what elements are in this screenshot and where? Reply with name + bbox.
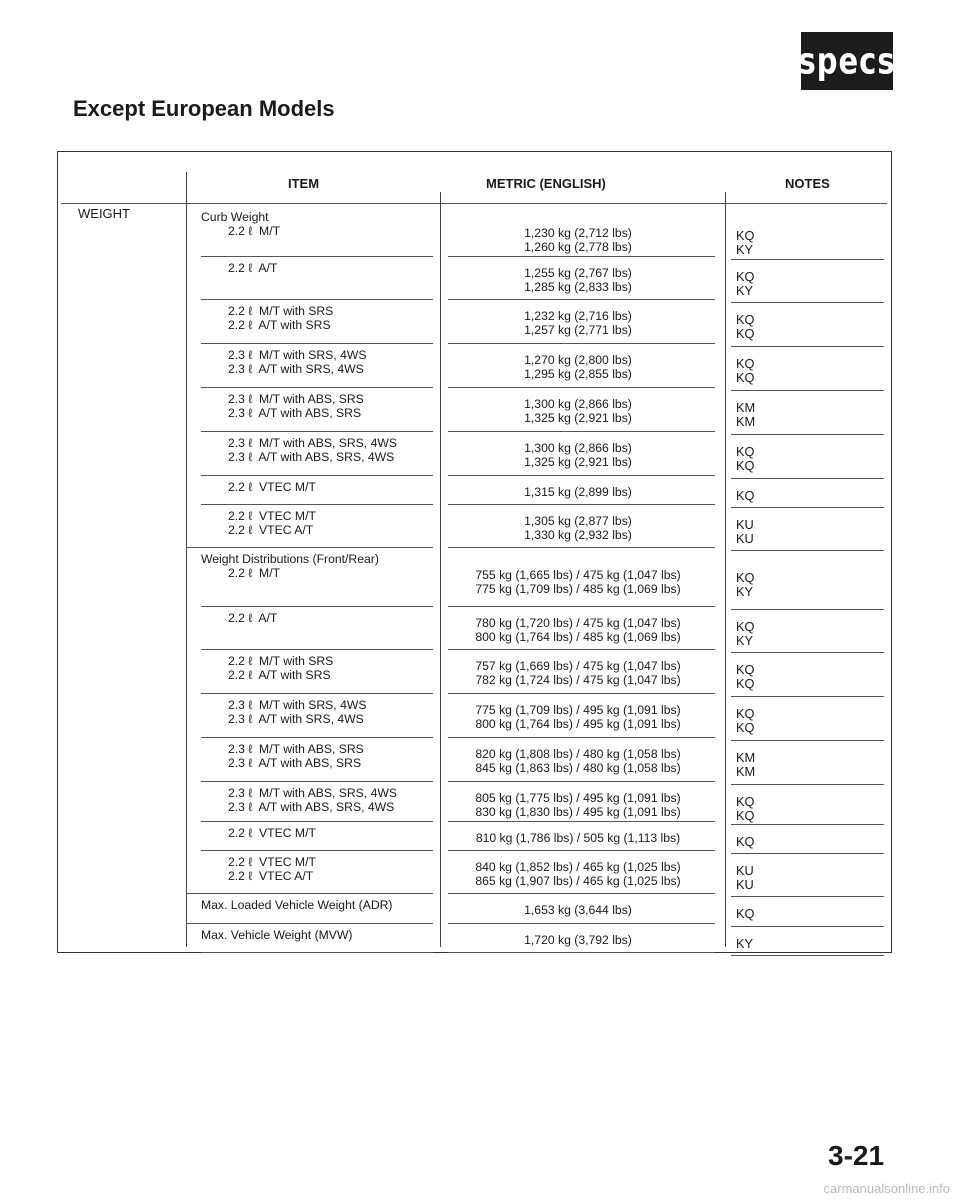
metric-value: 805 kg (1,775 lbs) / 495 kg (1,091 lbs)	[475, 791, 681, 805]
row-item-text: 2.2 ℓ VTEC A/T	[228, 522, 314, 537]
row-notes	[736, 751, 755, 778]
row-rule-notes	[731, 478, 884, 479]
note-code: KQ	[736, 356, 755, 371]
category-label: WEIGHT	[78, 206, 130, 221]
row-metric	[443, 748, 713, 775]
row-metric	[443, 832, 713, 846]
row-item-text: 2.3 ℓ M/T with ABS, SRS	[228, 742, 364, 756]
metric-value: 782 kg (1,724 lbs) / 475 kg (1,047 lbs)	[475, 672, 681, 687]
row-notes	[736, 489, 755, 503]
metric-value: 1,300 kg (2,866 lbs)	[524, 441, 632, 455]
row-item	[201, 856, 316, 883]
note-code: KQ	[736, 457, 755, 473]
row-rule-metric	[448, 343, 715, 344]
footer-watermark: carmanualsonline.info	[823, 1181, 950, 1196]
row-metric	[443, 569, 713, 596]
note-code: KQ	[736, 794, 755, 809]
row-rule-notes	[731, 550, 884, 551]
row-rule-item	[201, 693, 433, 694]
row-metric	[443, 904, 713, 918]
row-item-text: 2.2 ℓ A/T with SRS	[228, 317, 331, 332]
metric-value: 840 kg (1,852 lbs) / 465 kg (1,025 lbs)	[475, 860, 681, 874]
row-notes	[736, 313, 755, 340]
metric-value: 845 kg (1,863 lbs) / 480 kg (1,058 lbs)	[475, 760, 681, 775]
row-rule-item	[201, 737, 433, 738]
note-code: KQ	[736, 312, 755, 327]
row-header-text: Weight Distributions (Front/Rear)	[201, 552, 379, 566]
row-item	[201, 393, 364, 420]
row-rule-notes	[731, 853, 884, 854]
note-code: KM	[736, 750, 756, 765]
row-rule-notes	[731, 740, 884, 741]
row-item	[201, 612, 277, 626]
row-item	[201, 655, 333, 682]
row-metric	[443, 704, 713, 731]
note-code: KY	[736, 282, 754, 298]
row-notes	[736, 270, 755, 297]
metric-value: 1,330 kg (2,932 lbs)	[524, 527, 632, 542]
row-item	[201, 899, 392, 913]
column-header-metric: METRIC (ENGLISH)	[486, 176, 606, 191]
note-code: KQ	[736, 488, 755, 503]
row-rule-metric	[448, 387, 715, 388]
row-rule-notes	[731, 955, 884, 956]
specs-badge	[798, 32, 896, 90]
row-notes	[736, 401, 755, 428]
row-rule-metric	[448, 952, 715, 953]
row-metric	[443, 861, 713, 888]
metric-value: 800 kg (1,764 lbs) / 485 kg (1,069 lbs)	[475, 629, 681, 644]
metric-value: 1,315 kg (2,899 lbs)	[524, 485, 632, 499]
note-code: KQ	[736, 807, 755, 823]
row-notes	[736, 229, 755, 256]
row-rule-item	[187, 893, 433, 894]
row-rule-notes	[731, 784, 884, 785]
row-rule-item	[187, 923, 433, 924]
row-rule-metric	[448, 821, 715, 822]
row-rule-metric	[448, 256, 715, 257]
row-rule-notes	[731, 609, 884, 610]
note-code: KU	[736, 517, 754, 532]
note-code: KY	[736, 241, 754, 257]
note-code: KU	[736, 876, 754, 892]
row-metric	[443, 486, 713, 500]
row-item-text: 2.2 ℓ M/T	[228, 565, 281, 580]
metric-value: 1,257 kg (2,771 lbs)	[524, 322, 632, 337]
row-notes	[736, 707, 755, 734]
row-item	[201, 437, 397, 464]
metric-value: 755 kg (1,665 lbs) / 475 kg (1,047 lbs)	[475, 568, 681, 582]
metric-value: 1,260 kg (2,778 lbs)	[524, 239, 632, 254]
row-notes	[736, 795, 755, 822]
row-rule-item	[201, 781, 433, 782]
row-item	[201, 262, 277, 276]
row-notes	[736, 937, 753, 951]
row-rule-notes	[731, 926, 884, 927]
row-metric	[443, 398, 713, 425]
row-rule-notes	[731, 259, 884, 260]
row-header-text: Max. Vehicle Weight (MVW)	[201, 928, 353, 942]
note-code: KM	[736, 763, 756, 779]
row-rule-metric	[448, 606, 715, 607]
row-item-text: 2.2 ℓ A/T with SRS	[228, 667, 331, 682]
row-rule-item	[201, 952, 433, 953]
row-item	[201, 743, 364, 770]
row-rule-notes	[731, 346, 884, 347]
page-heading: Except European Models	[73, 96, 335, 121]
row-item-text: 2.2 ℓ VTEC M/T	[228, 509, 316, 523]
row-rule-notes	[731, 896, 884, 897]
metric-value: 1,285 kg (2,833 lbs)	[524, 279, 632, 294]
divider-item	[186, 172, 187, 947]
row-rule-item	[201, 256, 433, 257]
metric-value: 780 kg (1,720 lbs) / 475 kg (1,047 lbs)	[475, 616, 681, 630]
row-rule-item	[201, 649, 433, 650]
row-item-text: 2.3 ℓ M/T with ABS, SRS, 4WS	[228, 786, 397, 800]
row-rule-metric	[448, 850, 715, 851]
note-code: KQ	[736, 228, 755, 243]
page-number: 3-21	[828, 1140, 885, 1171]
metric-value: 1,720 kg (3,792 lbs)	[524, 933, 632, 947]
row-item-text: 2.3 ℓ A/T with ABS, SRS, 4WS	[228, 799, 395, 814]
divider-metric	[440, 192, 441, 947]
note-code: KQ	[736, 325, 755, 341]
column-header-notes: NOTES	[785, 176, 830, 191]
metric-value: 810 kg (1,786 lbs) / 505 kg (1,113 lbs)	[475, 831, 681, 845]
row-rule-metric	[448, 923, 715, 924]
note-code: KY	[736, 583, 754, 599]
row-header-text: Max. Loaded Vehicle Weight (ADR)	[201, 898, 393, 912]
metric-value: 1,255 kg (2,767 lbs)	[524, 266, 632, 280]
metric-value: 800 kg (1,764 lbs) / 495 kg (1,091 lbs)	[475, 716, 681, 731]
row-rule-notes	[731, 652, 884, 653]
row-rule-metric	[448, 893, 715, 894]
row-item-text: 2.2 ℓ A/T	[228, 261, 278, 275]
row-item-text: 2.3 ℓ A/T with ABS, SRS	[228, 755, 362, 770]
row-rule-item	[201, 606, 433, 607]
metric-value: 865 kg (1,907 lbs) / 465 kg (1,025 lbs)	[475, 873, 681, 888]
row-rule-metric	[448, 693, 715, 694]
row-rule-item	[201, 387, 433, 388]
row-rule-notes	[731, 434, 884, 435]
note-code: KQ	[736, 269, 755, 284]
row-rule-metric	[448, 649, 715, 650]
metric-value: 1,305 kg (2,877 lbs)	[524, 514, 632, 528]
row-item-text: 2.2 ℓ VTEC A/T	[228, 868, 314, 883]
row-rule-item	[201, 850, 433, 851]
row-item	[201, 481, 316, 495]
metric-value: 1,270 kg (2,800 lbs)	[524, 353, 632, 367]
row-notes	[736, 445, 755, 472]
note-code: KQ	[736, 834, 755, 849]
note-code: KY	[736, 936, 754, 951]
metric-value: 775 kg (1,709 lbs) / 495 kg (1,091 lbs)	[475, 703, 681, 717]
row-metric	[443, 442, 713, 469]
note-code: KQ	[736, 906, 755, 921]
note-code: KY	[736, 632, 754, 648]
row-item	[201, 305, 333, 332]
row-item-text: 2.2 ℓ VTEC M/T	[228, 826, 316, 840]
row-metric	[443, 660, 713, 687]
note-code: KQ	[736, 675, 755, 691]
metric-value: 820 kg (1,808 lbs) / 480 kg (1,058 lbs)	[475, 747, 681, 761]
row-item	[201, 510, 316, 537]
row-notes	[736, 571, 755, 598]
note-code: KU	[736, 863, 754, 878]
row-rule-notes	[731, 390, 884, 391]
note-code: KQ	[736, 662, 755, 677]
note-code: KQ	[736, 369, 755, 385]
row-item-text: 2.2 ℓ VTEC M/T	[228, 480, 316, 494]
badge-label: specs	[798, 39, 896, 83]
row-item-text: 2.3 ℓ A/T with SRS, 4WS	[228, 711, 364, 726]
row-item	[201, 787, 397, 814]
row-rule-notes	[731, 824, 884, 825]
row-rule-metric	[448, 781, 715, 782]
metric-value: 1,653 kg (3,644 lbs)	[524, 903, 632, 917]
row-item-text: 2.2 ℓ M/T	[228, 223, 281, 238]
row-item-text: 2.2 ℓ M/T with SRS	[228, 304, 334, 318]
row-item-text: 2.3 ℓ M/T with SRS, 4WS	[228, 698, 367, 712]
row-header-text: Curb Weight	[201, 210, 269, 224]
row-notes	[736, 663, 755, 690]
row-rule-metric	[448, 475, 715, 476]
row-item-text: 2.2 ℓ VTEC M/T	[228, 855, 316, 869]
row-notes	[736, 835, 755, 849]
note-code: KQ	[736, 719, 755, 735]
row-rule-metric	[448, 504, 715, 505]
row-rule-item	[201, 299, 433, 300]
row-rule-metric	[448, 431, 715, 432]
row-rule-notes	[731, 696, 884, 697]
row-item-text: 2.3 ℓ A/T with ABS, SRS	[228, 405, 362, 420]
row-notes	[736, 357, 755, 384]
row-rule-metric	[448, 737, 715, 738]
row-item	[201, 929, 352, 943]
row-item-text: 2.3 ℓ M/T with ABS, SRS	[228, 392, 364, 406]
row-item-text: 2.3 ℓ M/T with SRS, 4WS	[228, 348, 367, 362]
row-item-text: 2.3 ℓ M/T with ABS, SRS, 4WS	[228, 436, 397, 450]
note-code: KQ	[736, 570, 755, 585]
note-code: KQ	[736, 706, 755, 721]
row-rule-notes	[731, 302, 884, 303]
row-rule-item	[201, 431, 433, 432]
row-metric	[443, 310, 713, 337]
row-metric	[443, 515, 713, 542]
divider-notes	[725, 192, 726, 947]
row-metric	[443, 354, 713, 381]
row-metric	[443, 617, 713, 644]
header-rule	[61, 203, 887, 204]
metric-value: 775 kg (1,709 lbs) / 485 kg (1,069 lbs)	[475, 581, 681, 596]
row-item-text: 2.3 ℓ A/T with ABS, SRS, 4WS	[228, 449, 395, 464]
note-code: KM	[736, 413, 756, 429]
row-item	[201, 553, 379, 580]
row-rule-item	[187, 547, 433, 548]
row-metric	[443, 267, 713, 294]
row-rule-item	[201, 821, 433, 822]
metric-value: 830 kg (1,830 lbs) / 495 kg (1,091 lbs)	[475, 804, 681, 819]
row-notes	[736, 518, 754, 545]
row-item-text: 2.3 ℓ A/T with SRS, 4WS	[228, 361, 364, 376]
row-notes	[736, 620, 755, 647]
metric-value: 1,230 kg (2,712 lbs)	[524, 226, 632, 240]
note-code: KQ	[736, 619, 755, 634]
row-item-text: 2.2 ℓ M/T with SRS	[228, 654, 334, 668]
row-rule-notes	[731, 507, 884, 508]
note-code: KM	[736, 400, 756, 415]
row-rule-item	[201, 475, 433, 476]
row-metric	[443, 792, 713, 819]
row-notes	[736, 864, 754, 891]
row-metric	[443, 227, 713, 254]
row-item	[201, 699, 367, 726]
row-rule-metric	[448, 299, 715, 300]
row-rule-metric	[448, 547, 715, 548]
row-notes	[736, 907, 755, 921]
row-item	[201, 349, 367, 376]
row-metric	[443, 934, 713, 948]
row-item	[201, 211, 280, 238]
note-code: KQ	[736, 444, 755, 459]
metric-value: 1,300 kg (2,866 lbs)	[524, 397, 632, 411]
row-rule-item	[201, 343, 433, 344]
metric-value: 1,232 kg (2,716 lbs)	[524, 309, 632, 323]
metric-value: 1,295 kg (2,855 lbs)	[524, 366, 632, 381]
column-header-item: ITEM	[288, 176, 320, 191]
note-code: KU	[736, 530, 754, 546]
row-rule-item	[201, 504, 433, 505]
metric-value: 757 kg (1,669 lbs) / 475 kg (1,047 lbs)	[475, 659, 681, 673]
metric-value: 1,325 kg (2,921 lbs)	[524, 410, 632, 425]
row-item	[201, 827, 316, 841]
row-item-text: 2.2 ℓ A/T	[228, 611, 278, 625]
metric-value: 1,325 kg (2,921 lbs)	[524, 454, 632, 469]
